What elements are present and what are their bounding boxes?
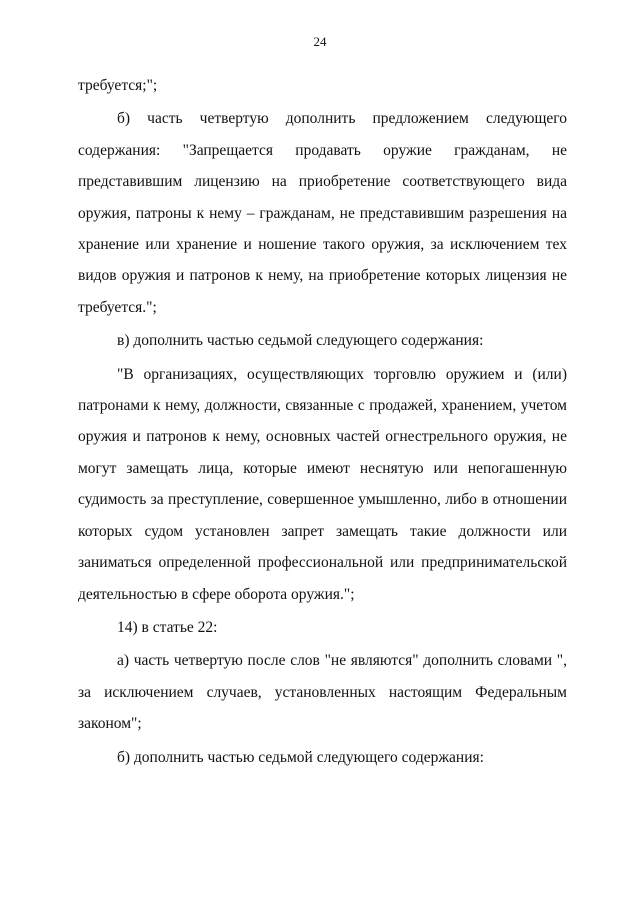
paragraph-item-v-part-seven: в) дополнить частью седьмой следующего содержания: <box>117 332 484 350</box>
paragraph-item-b-part-seven: б) дополнить частью седьмой следующего содержания: <box>117 748 484 766</box>
paragraph-item-14-article-22: 14) в статье 22: <box>117 618 218 636</box>
page-number: 24 <box>313 34 327 49</box>
paragraph-item-b-part-four: б) часть четвертую дополнить предложением следующего содержания: "Запрещается продавать оружие гражданам, не представившим лицензию на приобретение соответствующего вида оружия, патроны к нему – гражданам, не представившим разрешения на хранение или хранение и ношение такого оружия, за исключением тех видов оружия и патронов к нему, на приобретение которых лицензия не требуется."; <box>78 110 567 316</box>
paragraph-item-a-part-four: а) часть четвертую после слов "не являются" дополнить словами ", за исключением случаев, установленных настоящим Федеральным законом"; <box>78 652 567 733</box>
document-body <box>78 70 567 773</box>
paragraph-continuation: требуется;"; <box>78 77 158 94</box>
paragraph-quoted-text: "В организациях, осуществляющих торговлю оружием и (или) патронами к нему, должности, связанные с продажей, хранением, учетом оружия и патронов к нему, основных частей огнестрельного оружия, не могут замещать лица, которые имеют неснятую или непогашенную судимость за преступление, совершенное умышленно, либо в отношении которых судом установлен запрет замещать такие должности или заниматься определенной профессиональной или предпринимательской деятельностью в сфере оборота оружия."; <box>78 365 567 603</box>
